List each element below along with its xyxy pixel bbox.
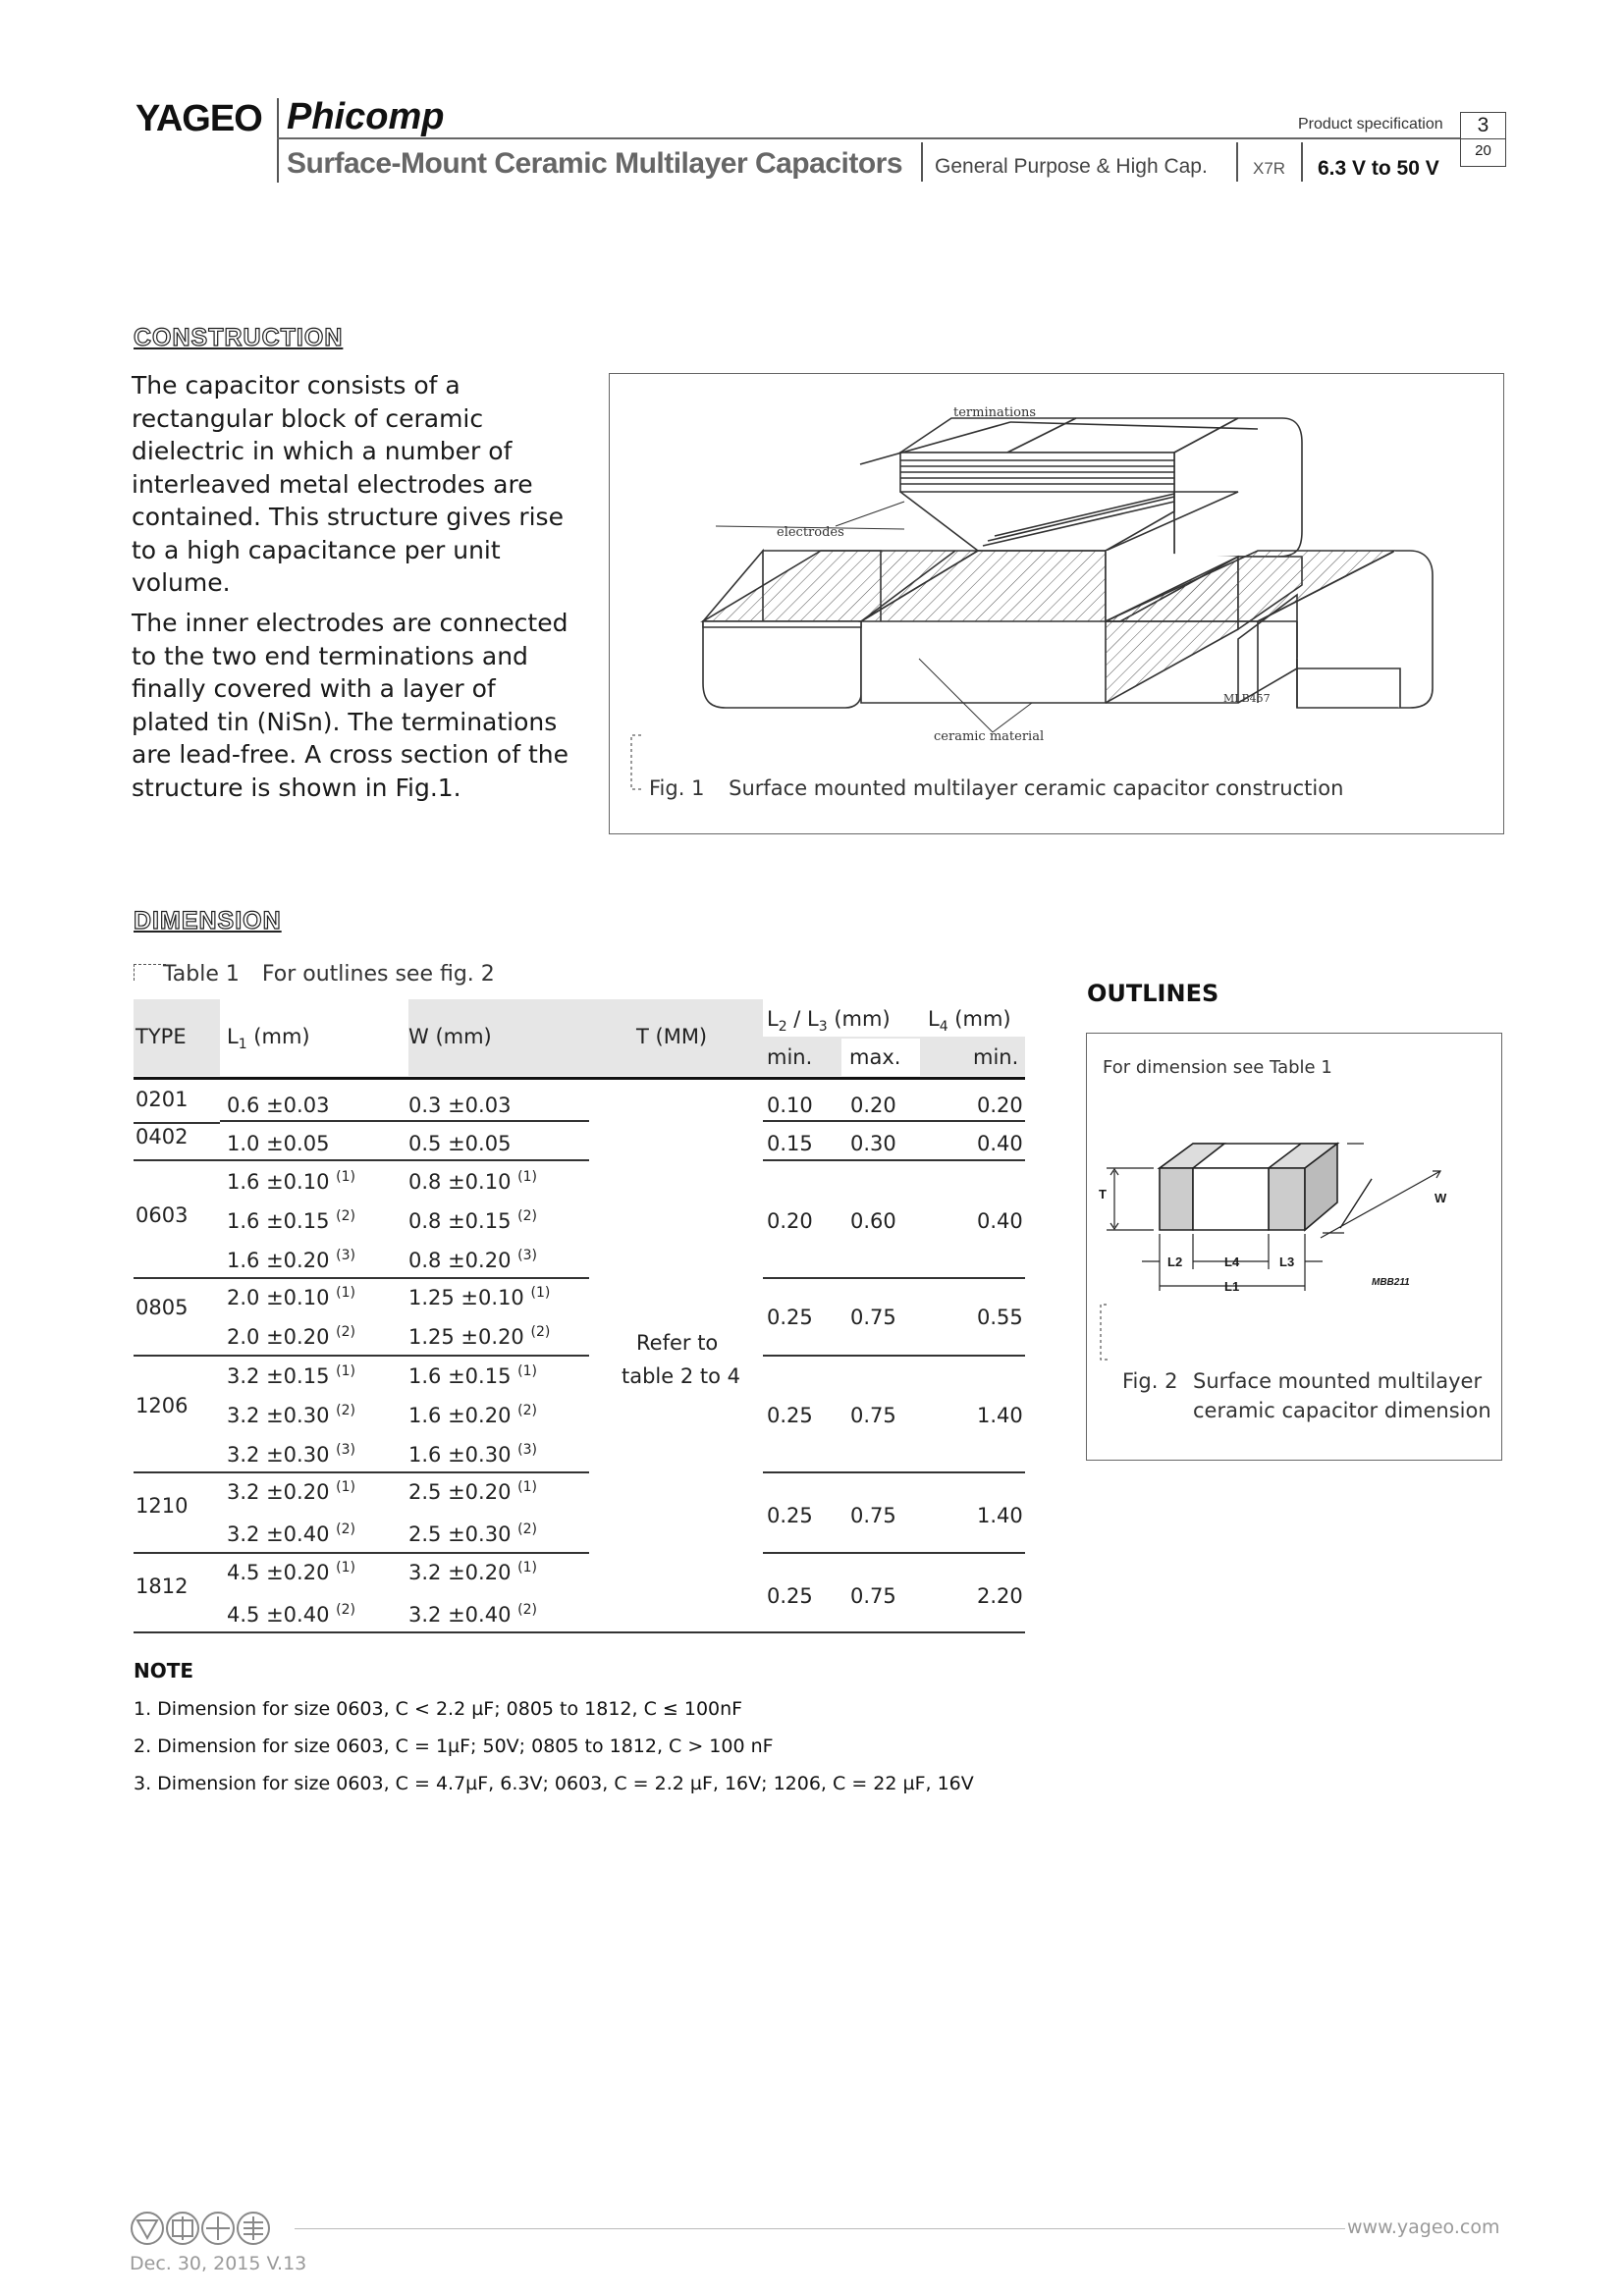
label-ceramic-material: ceramic material — [934, 729, 1045, 744]
w-1812-b: 3.2 ±0.40 $^{(2)}$ — [408, 1602, 537, 1627]
row-rule — [763, 1552, 1025, 1554]
header-divider-4 — [1301, 142, 1303, 182]
w-1210-b: 2.5 ±0.30 $^{(2)}$ — [408, 1522, 537, 1546]
footer-date: Dec. 30, 2015 V.13 — [130, 2253, 307, 2274]
row-rule — [763, 1355, 1025, 1357]
min-0201: 0.10 — [767, 1094, 813, 1117]
l1-1812-a: 4.5 ±0.20 $^{(1)}$ — [227, 1560, 355, 1584]
page-total: 20 — [1475, 142, 1491, 159]
label-l3: L3 — [1279, 1255, 1295, 1269]
l1-0201: 0.6 ±0.03 — [227, 1094, 330, 1117]
l1-0603-c: 1.6 ±0.20 $^{(3)}$ — [227, 1248, 355, 1272]
l1-1206-c: 3.2 ±0.30 $^{(3)}$ — [227, 1442, 355, 1467]
w-0805-a: 1.25 ±0.10 $^{(1)}$ — [408, 1285, 551, 1309]
row-rule — [763, 1471, 1025, 1473]
l4-1812: 2.20 — [977, 1584, 1023, 1608]
w-1210-a: 2.5 ±0.20 $^{(1)}$ — [408, 1479, 537, 1504]
footer-website: www.yageo.com — [1347, 2216, 1500, 2238]
header-rule — [277, 137, 1460, 139]
header-w: W (mm) — [408, 1025, 492, 1048]
header-l1: $L_1$ (mm) — [227, 1025, 310, 1053]
figure-2-box — [1086, 1033, 1502, 1461]
figure-1-code: MLB457 — [1223, 692, 1271, 705]
outlines-note: For dimension see Table 1 — [1103, 1057, 1332, 1078]
dimension-heading: DIMENSION — [134, 907, 282, 934]
t-refer-line-2: table 2 to 4 — [622, 1364, 741, 1388]
certification-marks-icon — [130, 2209, 297, 2248]
header-category: General Purpose & High Cap. — [935, 155, 1208, 178]
figure-2-caption-number: Fig. 2 — [1122, 1369, 1178, 1393]
l1-1812-b: 4.5 ±0.40 $^{(2)}$ — [227, 1602, 355, 1627]
header-t: T (MM) — [636, 1025, 708, 1048]
type-1210: 1210 — [135, 1494, 189, 1518]
w-1206-b: 1.6 ±0.20 $^{(2)}$ — [408, 1403, 537, 1427]
header-divider-3 — [1236, 142, 1238, 182]
label-electrodes: electrodes — [777, 525, 844, 540]
table-1-caption-text: For outlines see fig. 2 — [261, 962, 495, 987]
header-min: min. — [767, 1045, 813, 1069]
w-0201: 0.3 ±0.03 — [408, 1094, 512, 1117]
header-l4: $L_4$ (mm) — [928, 1007, 1011, 1036]
header-min-l4: min. — [973, 1045, 1019, 1069]
l1-0603-b: 1.6 ±0.15 $^{(2)}$ — [227, 1208, 355, 1233]
label-l1: L1 — [1224, 1279, 1240, 1294]
label-w: W — [1435, 1191, 1447, 1205]
w-0603-c: 0.8 ±0.20 $^{(3)}$ — [408, 1248, 537, 1272]
max-1210: 0.75 — [850, 1504, 896, 1527]
header-divider — [277, 98, 279, 183]
l4-1210: 1.40 — [977, 1504, 1023, 1527]
l1-0805-b: 2.0 ±0.20 $^{(2)}$ — [227, 1324, 355, 1349]
l1-1206-a: 3.2 ±0.15 $^{(1)}$ — [227, 1363, 355, 1388]
max-1812: 0.75 — [850, 1584, 896, 1608]
construction-paragraph-2: The inner electrodes are connected to the two end terminations and finally covered with a layer of plated tin (NiSn). The terminations are lead-free. A cross section of the structure is shown in Fig.1. — [132, 609, 568, 802]
w-0805-b: 1.25 ±0.20 $^{(2)}$ — [408, 1324, 551, 1349]
figure-1-caption-number: Fig. 1 — [649, 776, 705, 800]
l4-0201: 0.20 — [977, 1094, 1023, 1117]
page-number: 3 — [1461, 113, 1505, 139]
header-dielectric: X7R — [1253, 159, 1286, 178]
outlines-heading: OUTLINES — [1087, 980, 1219, 1007]
document-title: Surface-Mount Ceramic Multilayer Capacitors — [287, 147, 903, 180]
w-1206-c: 1.6 ±0.30 $^{(3)}$ — [408, 1442, 537, 1467]
table-bottom-rule — [134, 1631, 1025, 1633]
type-0402: 0402 — [135, 1125, 189, 1148]
header-type: TYPE — [135, 1025, 187, 1048]
header-l2-l3: $L_2 / L_3$ (mm) — [767, 1007, 891, 1036]
capacitor-dimension-diagram — [1087, 1034, 1501, 1460]
row-rule — [220, 1120, 589, 1122]
row-rule — [134, 1159, 589, 1161]
sub-brand-logo: Phicomp — [287, 96, 445, 137]
l1-0805-a: 2.0 ±0.10 $^{(1)}$ — [227, 1285, 355, 1309]
certification-icons — [130, 2209, 297, 2252]
label-t: T — [1099, 1187, 1107, 1201]
max-1206: 0.75 — [850, 1404, 896, 1427]
figure-2-caption-line-1: Surface mounted multilayer — [1193, 1369, 1483, 1393]
header-max: max. — [849, 1045, 901, 1069]
l1-1210-a: 3.2 ±0.20 $^{(1)}$ — [227, 1479, 355, 1504]
l1-0603-a: 1.6 ±0.10 $^{(1)}$ — [227, 1169, 355, 1194]
l4-1206: 1.40 — [977, 1404, 1023, 1427]
footer-rule — [295, 2228, 1345, 2229]
label-terminations: terminations — [953, 405, 1036, 420]
min-1206: 0.25 — [767, 1404, 813, 1427]
min-0603: 0.20 — [767, 1209, 813, 1233]
figure-2-caption-line-2: ceramic capacitor dimension — [1193, 1399, 1491, 1422]
max-0201: 0.20 — [850, 1094, 896, 1117]
type-0201: 0201 — [135, 1088, 189, 1111]
type-0805: 0805 — [135, 1296, 189, 1319]
brand-logo: YAGEO — [135, 98, 262, 139]
note-2: 2. Dimension for size 0603, C = 1µF; 50V; 0805 to 1812, C > 100 nF — [134, 1735, 774, 1757]
l4-0402: 0.40 — [977, 1132, 1023, 1155]
row-rule — [134, 1355, 589, 1357]
table-caption-bracket — [134, 964, 166, 981]
spec-label: Product specification — [1298, 116, 1443, 133]
l1-1206-b: 3.2 ±0.30 $^{(2)}$ — [227, 1403, 355, 1427]
row-rule — [763, 1277, 1025, 1279]
min-1812: 0.25 — [767, 1584, 813, 1608]
type-1206: 1206 — [135, 1394, 189, 1417]
label-l4: L4 — [1224, 1255, 1240, 1269]
l1-0402: 1.0 ±0.05 — [227, 1132, 330, 1155]
table-1-caption — [163, 962, 495, 987]
table-1-number: Table 1 — [163, 962, 240, 987]
row-rule — [134, 1277, 589, 1279]
min-0805: 0.25 — [767, 1306, 813, 1329]
row-rule — [134, 1471, 589, 1473]
l4-0805: 0.55 — [977, 1306, 1023, 1329]
figure-1-caption-text: Surface mounted multilayer ceramic capacitor construction — [729, 776, 1344, 800]
note-heading: NOTE — [134, 1659, 194, 1682]
row-rule — [134, 1122, 220, 1124]
l4-0603: 0.40 — [977, 1209, 1023, 1233]
max-0402: 0.30 — [850, 1132, 896, 1155]
figure-2-code: MBB211 — [1372, 1277, 1410, 1288]
note-3: 3. Dimension for size 0603, C = 4.7µF, 6.3V; 0603, C = 2.2 µF, 16V; 1206, C = 22 µF, 16V — [134, 1773, 974, 1794]
w-0603-a: 0.8 ±0.10 $^{(1)}$ — [408, 1169, 537, 1194]
w-1206-a: 1.6 ±0.15 $^{(1)}$ — [408, 1363, 537, 1388]
capacitor-construction-diagram — [610, 374, 1503, 833]
table-header-rule — [134, 1077, 1025, 1080]
row-rule — [134, 1552, 589, 1554]
header-voltage-range: 6.3 V to 50 V — [1318, 157, 1439, 180]
header-divider-2 — [921, 142, 923, 182]
label-l2: L2 — [1167, 1255, 1183, 1269]
type-1812: 1812 — [135, 1575, 189, 1598]
l1-1210-b: 3.2 ±0.40 $^{(2)}$ — [227, 1522, 355, 1546]
type-0603: 0603 — [135, 1203, 189, 1227]
max-0603: 0.60 — [850, 1209, 896, 1233]
w-0603-b: 0.8 ±0.15 $^{(2)}$ — [408, 1208, 537, 1233]
w-0402: 0.5 ±0.05 — [408, 1132, 512, 1155]
figure-1-box — [609, 373, 1504, 834]
row-rule — [763, 1120, 1025, 1122]
max-0805: 0.75 — [850, 1306, 896, 1329]
w-1812-a: 3.2 ±0.20 $^{(1)}$ — [408, 1560, 537, 1584]
construction-paragraph-1: The capacitor consists of a rectangular block of ceramic dielectric in which a number of interleaved metal electrodes are contained. This structure gives rise to a high capacitance per unit volume. — [132, 371, 564, 597]
t-refer-line-1: Refer to — [636, 1331, 719, 1355]
construction-heading: CONSTRUCTION — [134, 324, 344, 351]
page-number-box — [1460, 112, 1506, 167]
figure-1-caption — [649, 776, 1343, 800]
note-1: 1. Dimension for size 0603, C < 2.2 µF; 0805 to 1812, C ≤ 100nF — [134, 1698, 743, 1720]
min-0402: 0.15 — [767, 1132, 813, 1155]
min-1210: 0.25 — [767, 1504, 813, 1527]
row-rule — [763, 1159, 1025, 1161]
